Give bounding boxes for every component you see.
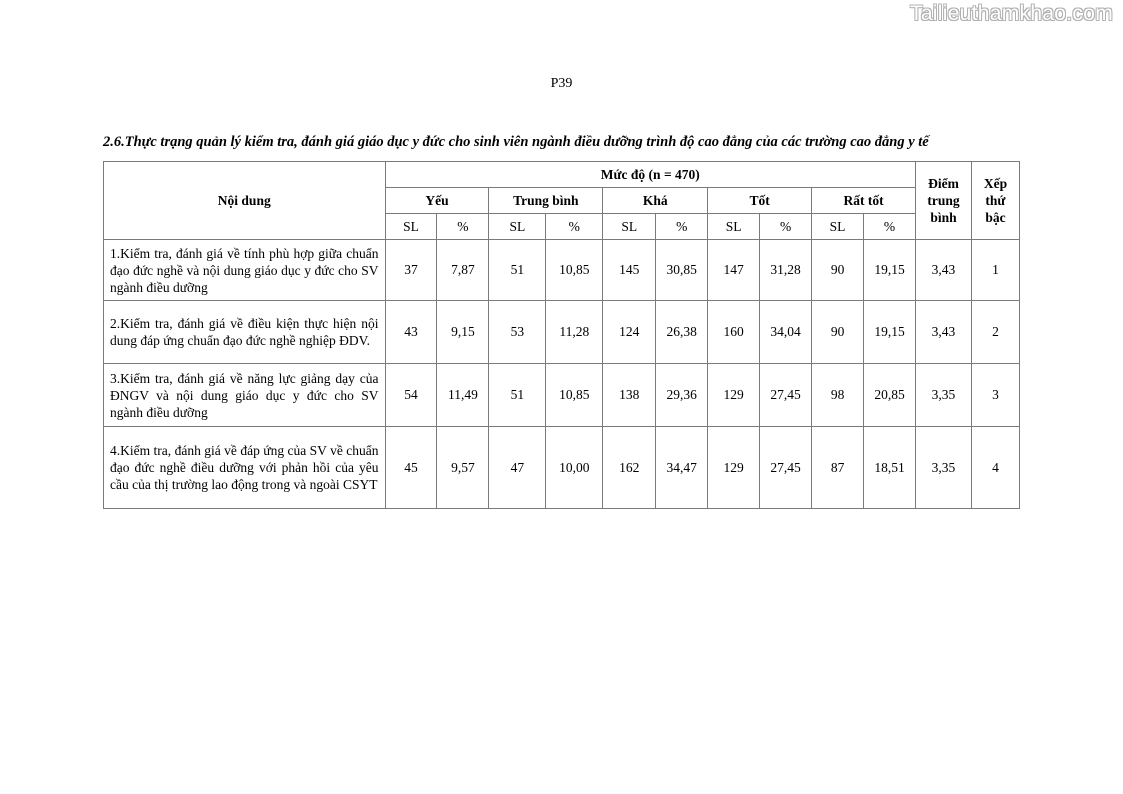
cell: 145	[603, 240, 656, 301]
cell: 34,04	[760, 301, 812, 364]
cell: 10,00	[546, 427, 603, 509]
cell: 129	[708, 427, 760, 509]
cell: 160	[708, 301, 760, 364]
cell: 43	[385, 301, 437, 364]
header-level-excellent: Rất tốt	[812, 188, 916, 214]
cell: 30,85	[656, 240, 708, 301]
row-content: 4.Kiểm tra, đánh giá về đáp ứng của SV về chuẩn đạo đức nghề điều dưỡng với phản hồi của yêu cầu của thị trường lao động trong và ngoài CSYT	[104, 427, 386, 509]
cell: 98	[812, 364, 864, 427]
header-level-fair: Khá	[603, 188, 708, 214]
cell: 10,85	[546, 240, 603, 301]
header-content: Nội dung	[104, 162, 386, 240]
row-score: 3,35	[916, 364, 972, 427]
table-row	[104, 240, 1020, 301]
header-pct: %	[864, 214, 916, 240]
page-number: P39	[550, 76, 573, 91]
cell: 11,49	[437, 364, 489, 427]
header-sl: SL	[385, 214, 437, 240]
header-level-good: Tốt	[708, 188, 812, 214]
cell: 90	[812, 301, 864, 364]
cell: 54	[385, 364, 437, 427]
row-rank: 2	[971, 301, 1019, 364]
row-score: 3,43	[916, 240, 972, 301]
cell: 51	[489, 240, 546, 301]
cell: 162	[603, 427, 656, 509]
cell: 90	[812, 240, 864, 301]
cell: 53	[489, 301, 546, 364]
cell: 47	[489, 427, 546, 509]
cell: 27,45	[760, 364, 812, 427]
row-content: 3.Kiểm tra, đánh giá về năng lực giảng dạy của ĐNGV và nội dung giáo dục y đức cho SV ngành điều dưỡng	[104, 364, 386, 427]
row-content: 1.Kiểm tra, đánh giá về tính phù hợp giữa chuẩn đạo đức nghề và nội dung giáo dục y đức cho SV ngành điều dưỡng	[104, 240, 386, 301]
cell: 10,85	[546, 364, 603, 427]
row-rank: 3	[971, 364, 1019, 427]
cell: 19,15	[864, 301, 916, 364]
cell: 9,15	[437, 301, 489, 364]
cell: 18,51	[864, 427, 916, 509]
cell: 51	[489, 364, 546, 427]
header-sl: SL	[812, 214, 864, 240]
header-pct: %	[656, 214, 708, 240]
row-score: 3,35	[916, 427, 972, 509]
cell: 37	[385, 240, 437, 301]
cell: 19,15	[864, 240, 916, 301]
cell: 27,45	[760, 427, 812, 509]
header-sl: SL	[603, 214, 656, 240]
cell: 129	[708, 364, 760, 427]
header-score: Điểm trung bình	[916, 162, 972, 240]
cell: 26,38	[656, 301, 708, 364]
cell: 45	[385, 427, 437, 509]
cell: 29,36	[656, 364, 708, 427]
row-content: 2.Kiểm tra, đánh giá về điều kiện thực hiện nội dung đáp ứng chuẩn đạo đức nghề nghiệp ĐDV.	[104, 301, 386, 364]
header-pct: %	[437, 214, 489, 240]
header-pct: %	[760, 214, 812, 240]
table-row	[104, 301, 1020, 364]
table-row	[104, 364, 1020, 427]
cell: 34,47	[656, 427, 708, 509]
table-row	[104, 427, 1020, 509]
header-sl: SL	[708, 214, 760, 240]
header-level-weak: Yếu	[385, 188, 489, 214]
header-rank: Xếp thứ bậc	[971, 162, 1019, 240]
watermark: Tailieuthamkhao.com	[910, 2, 1113, 25]
section-heading: 2.6.Thực trạng quản lý kiểm tra, đánh giá giáo dục y đức cho sinh viên ngành điều dưỡng trình độ cao đẳng của các trường cao đẳng y tế	[103, 134, 929, 150]
cell: 31,28	[760, 240, 812, 301]
cell: 124	[603, 301, 656, 364]
cell: 7,87	[437, 240, 489, 301]
cell: 147	[708, 240, 760, 301]
cell: 9,57	[437, 427, 489, 509]
header-pct: %	[546, 214, 603, 240]
cell: 11,28	[546, 301, 603, 364]
row-score: 3,43	[916, 301, 972, 364]
row-rank: 1	[971, 240, 1019, 301]
results-table	[103, 161, 1020, 509]
header-row-1	[104, 162, 1020, 188]
cell: 20,85	[864, 364, 916, 427]
cell: 87	[812, 427, 864, 509]
header-level: Mức độ (n = 470)	[385, 162, 916, 188]
row-rank: 4	[971, 427, 1019, 509]
header-sl: SL	[489, 214, 546, 240]
header-level-average: Trung bình	[489, 188, 603, 214]
cell: 138	[603, 364, 656, 427]
